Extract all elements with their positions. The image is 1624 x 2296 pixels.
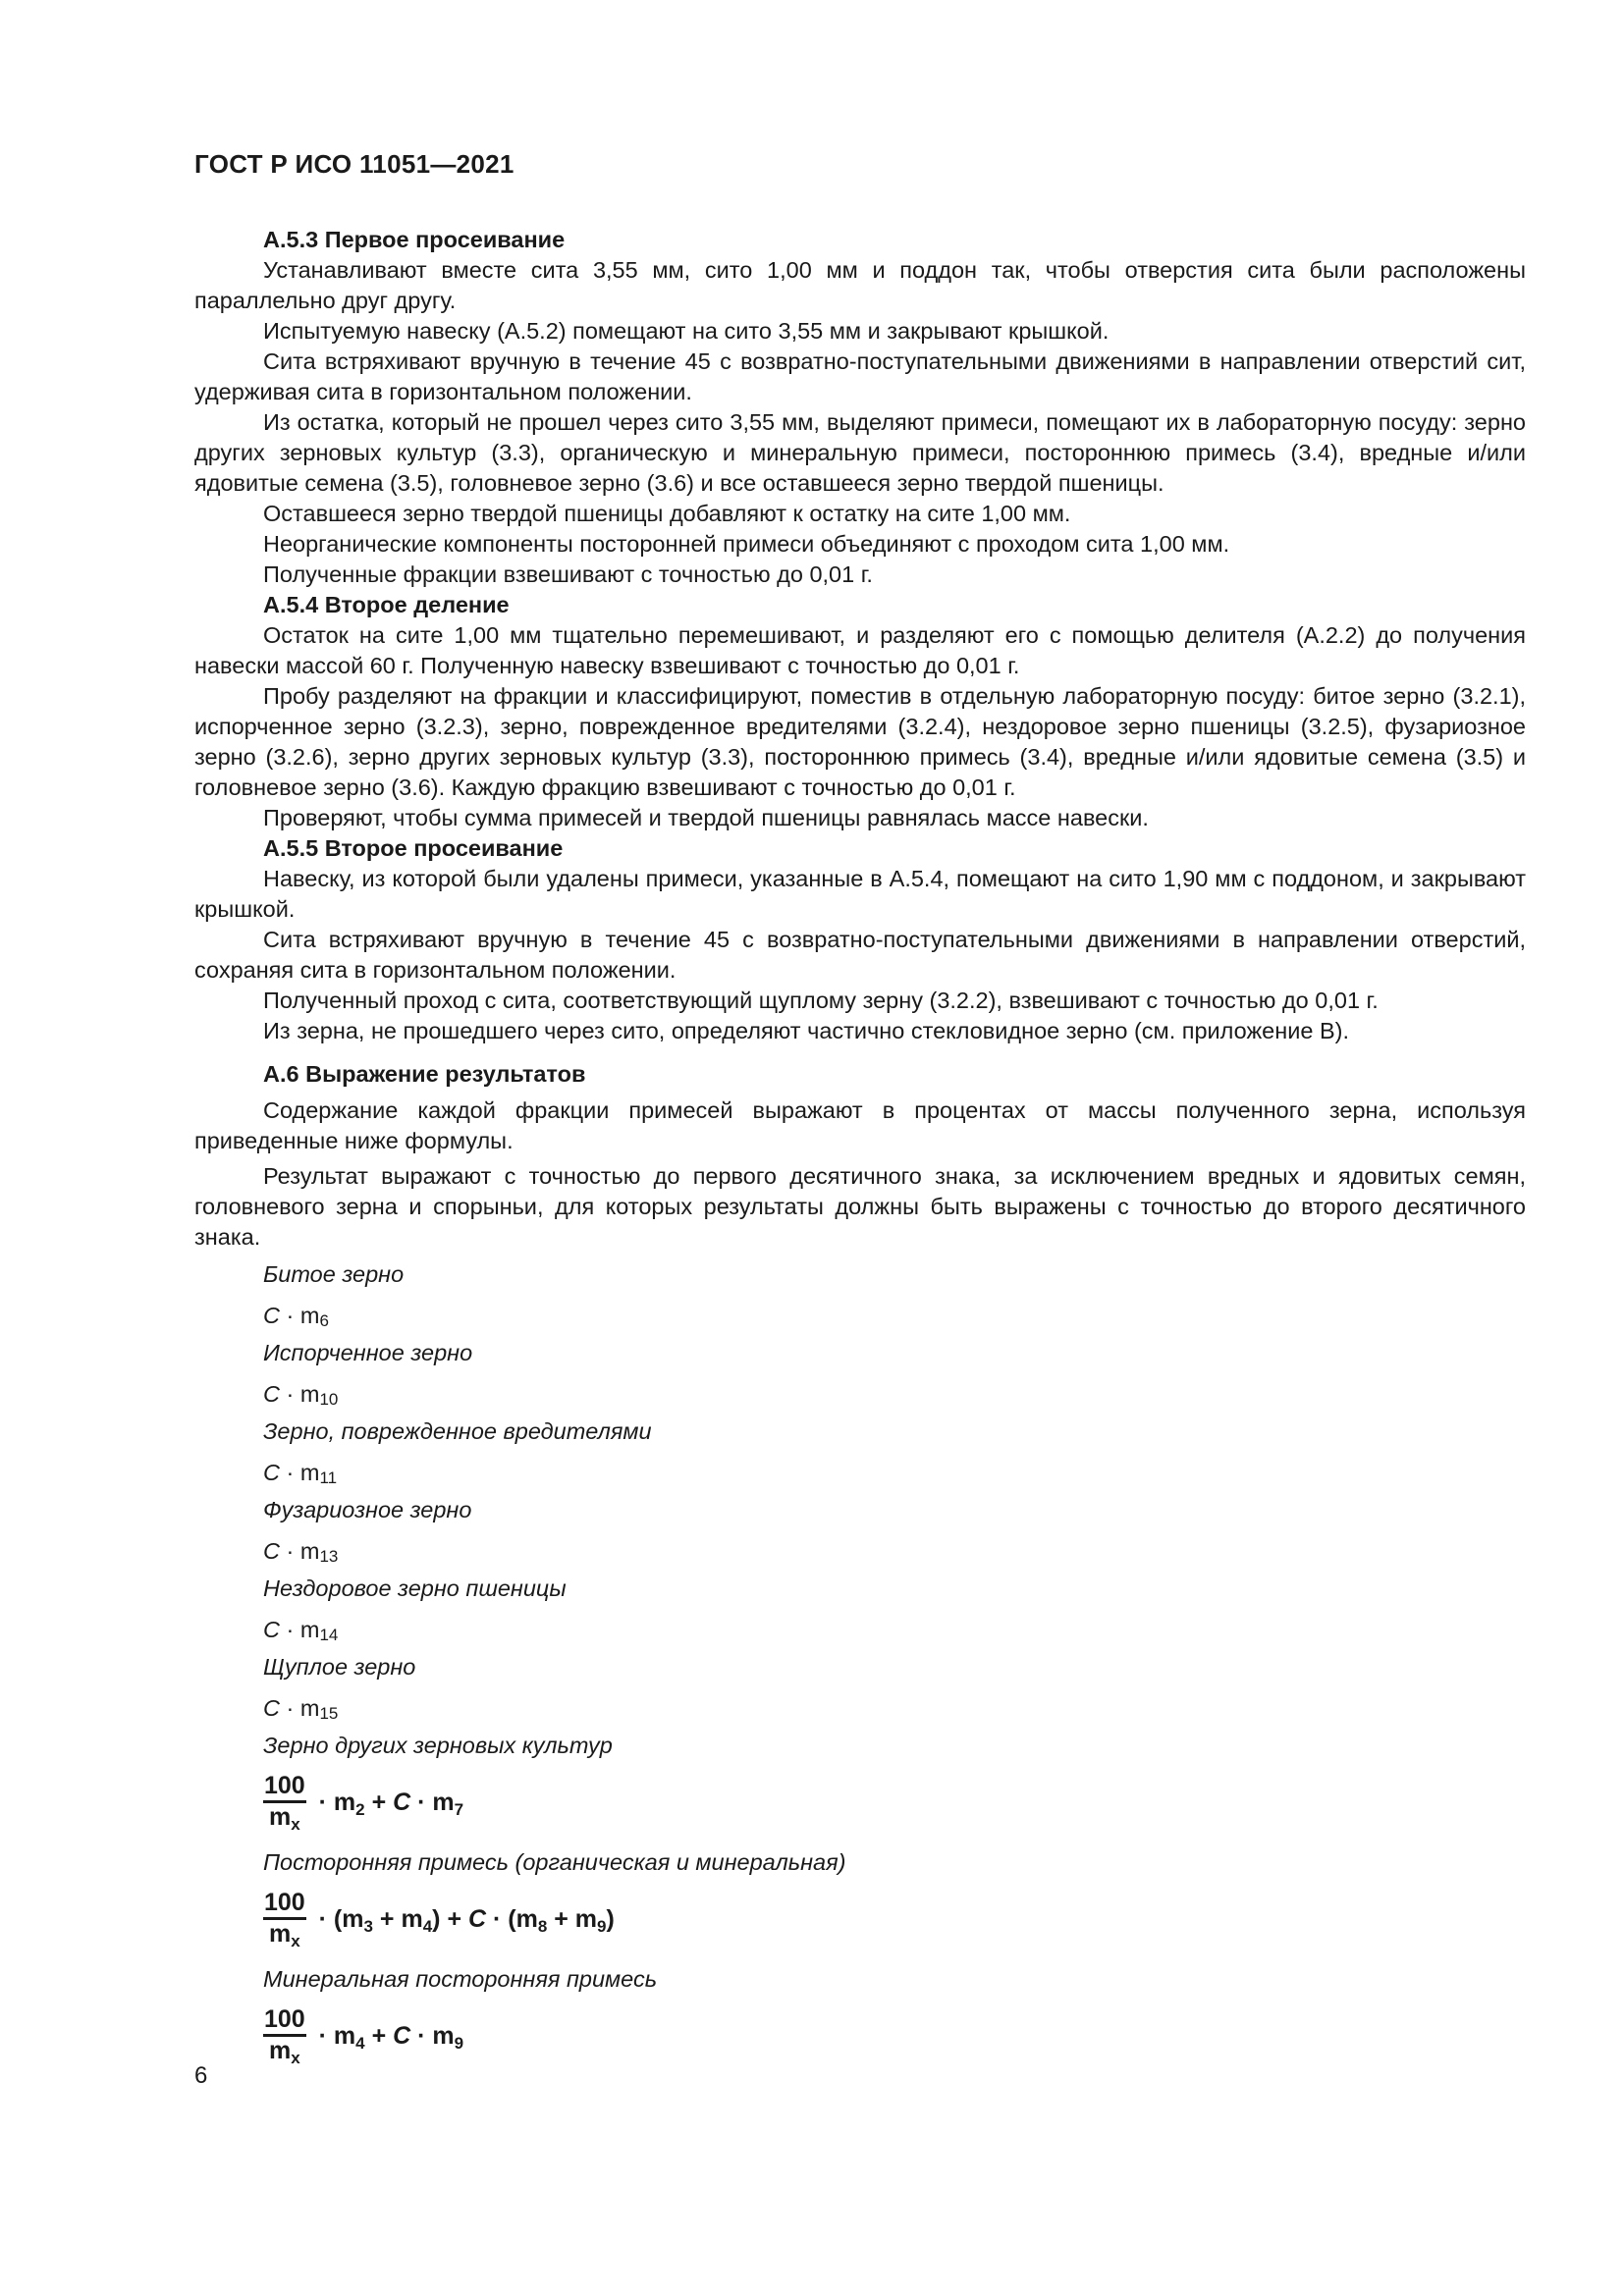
formula-label: Минеральная посторонняя примесь (263, 1966, 658, 1992)
paragraph: Неорганические компоненты посторонней примеси объединяют с проходом сита 1,00 мм. (263, 531, 1230, 557)
formula: $C \cdot m_{13}$ (263, 1538, 339, 1566)
formula-label: Зерно, поврежденное вредителями (263, 1418, 652, 1444)
section-heading-a53: А.5.3 Первое просеивание (263, 227, 566, 252)
page-number: 6 (194, 2062, 208, 2089)
formula-label: Битое зерно (263, 1261, 405, 1287)
paragraph: Проверяют, чтобы сумма примесей и твердой пшеницы равнялась массе навески. (263, 805, 1149, 830)
paragraph: Оставшееся зерно твердой пшеницы добавляют к остатку на сите 1,00 мм. (263, 501, 1071, 526)
formula: $C \cdot m_{15}$ (263, 1695, 339, 1723)
fraction: $\frac{100}{m_x}$ (264, 1889, 305, 1950)
paragraph: Сита встряхивают вручную в течение 45 с возвратно-поступательными движениями в направлении отверстий сит, удерживая сита в горизонтальном положении. (194, 348, 1526, 404)
section-heading-a55: А.5.5 Второе просеивание (263, 835, 564, 861)
formula-label: Зерно других зерновых культур (263, 1733, 613, 1758)
paragraph: Устанавливают вместе сита 3,55 мм, сито 1,00 мм и поддон так, чтобы отверстия сита были расположены параллельно друг другу. (194, 257, 1526, 313)
fraction: $\frac{100}{m_x}$ (264, 1772, 305, 1834)
formula-label: Фузариозное зерно (263, 1497, 472, 1522)
paragraph: Навеску, из которой были удалены примеси, указанные в А.5.4, помещают на сито 1,90 мм с поддоном, и закрывают крышкой. (194, 866, 1526, 922)
paragraph: Испытуемую навеску (А.5.2) помещают на сито 3,55 мм и закрывают крышкой. (263, 318, 1110, 344)
section-heading-a6: А.6 Выражение результатов (263, 1061, 586, 1087)
fraction-formula: $\frac{100}{m_x}$ · $(m_3 + m_4) + C \cdot (m_8 + m_9)$ (264, 1889, 615, 1950)
formula-label: Щуплое зерно (263, 1654, 416, 1680)
paragraph: Из зерна, не прошедшего через сито, определяют частично стекловидное зерно (см. приложение В). (263, 1018, 1349, 1043)
fraction: $\frac{100}{m_x}$ (264, 2005, 305, 2067)
fraction-formula: $\frac{100}{m_x}$ · $m_2 + C \cdot m_7$ (264, 1772, 464, 1834)
formula: $C \cdot m_6$ (263, 1303, 329, 1330)
formula: $C \cdot m_{10}$ (263, 1381, 339, 1409)
formula-label: Посторонняя примесь (органическая и минеральная) (263, 1849, 846, 1875)
paragraph: Сита встряхивают вручную в течение 45 с возвратно-поступательными движениями в направлении отверстий, сохраняя сита в горизонтальном положении. (194, 927, 1526, 983)
formula: $C \cdot m_{14}$ (263, 1617, 339, 1644)
paragraph: Содержание каждой фракции примесей выражают в процентах от массы полученного зерна, используя приведенные ниже формулы. (194, 1097, 1526, 1153)
formula-label: Нездоровое зерно пшеницы (263, 1575, 567, 1601)
fraction-formula: $\frac{100}{m_x}$ · $m_4 + C \cdot m_9$ (264, 2005, 464, 2067)
page-content (194, 225, 1526, 2081)
paragraph: Полученный проход с сита, соответствующий щуплому зерну (3.2.2), взвешивают с точностью до 0,01 г. (263, 988, 1379, 1013)
paragraph: Пробу разделяют на фракции и классифицируют, поместив в отдельную лабораторную посуду: битое зерно (3.2.1), испорченное зерно (3.2.3), зерно, поврежденное вредителями (3.2.4), нездоровое зерно пшеницы (3.2.5), фузариозное зерно (3.2.6), зерно других зерновых культур (3.3), постороннюю примесь (3.4), вредные и/или ядовитые семена (3.5) и головневое зерно (3.6). Каждую фракцию взвешивают с точностью до 0,01 г. (194, 683, 1526, 800)
formula: $C \cdot m_{11}$ (263, 1460, 338, 1487)
document-header: ГОСТ Р ИСО 11051—2021 (194, 149, 514, 179)
paragraph: Из остатка, который не прошел через сито 3,55 мм, выделяют примеси, помещают их в лабораторную посуду: зерно других зерновых культур (3.3), органическую и минеральную примеси, постороннюю примесь (3.4), вредные и/или ядовитые семена (3.5), головневое зерно (3.6) и все оставшееся зерно твердой пшеницы. (194, 409, 1526, 496)
formula-label: Испорченное зерно (263, 1340, 473, 1365)
section-heading-a54: А.5.4 Второе деление (263, 592, 510, 617)
paragraph: Остаток на сите 1,00 мм тщательно перемешивают, и разделяют его с помощью делителя (А.2.2) до получения навески массой 60 г. Полученную навеску взвешивают с точностью до 0,01 г. (194, 622, 1526, 678)
paragraph: Результат выражают с точностью до первого десятичного знака, за исключением вредных и ядовитых семян, головневого зерна и спорыньи, для которых результаты должны быть выражены с точностью до второго десятичного знака. (194, 1163, 1526, 1250)
paragraph: Полученные фракции взвешивают с точностью до 0,01 г. (263, 561, 873, 587)
